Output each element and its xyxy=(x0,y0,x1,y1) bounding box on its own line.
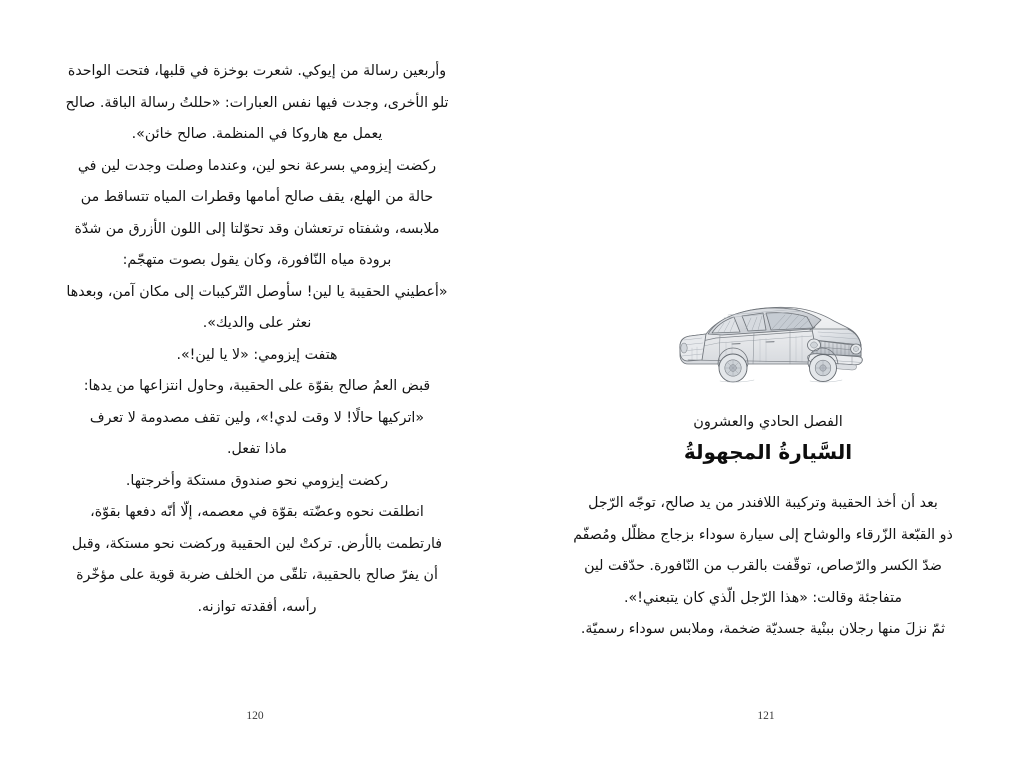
text-line: أن يفرّ صالح بالحقيبة، تلقّى من الخلف ضربة قوية على مؤخّرة xyxy=(76,567,438,583)
text-line: هتفت إيزومي: «لا يا لين!». xyxy=(176,346,338,363)
text-line: ثمّ نزلَ منها رجلان ببنْية جسديّة ضخمة، وملابس سوداء رسميّة. xyxy=(580,621,946,637)
text-line: رأسه، أفقدته توازنه. xyxy=(197,598,317,615)
text-line: حالة من الهلع، يقف صالح أمامها وقطرات المياه تتساقط من xyxy=(80,189,434,205)
text-line: نعثر على والديك». xyxy=(202,315,312,331)
vintage-car-sketch-icon xyxy=(662,288,874,392)
text-line: وأربعين رسالة من إيوكي. شعرت بوخزة في قلبها، فتحت الواحدة xyxy=(67,63,447,79)
chapter-heading xyxy=(512,410,1024,467)
text-line: ركضت إيزومي نحو صندوق مستكة وأخرجتها. xyxy=(125,472,389,489)
text-line: ذو القبّعة الزّرقاء والوشاح إلى سيارة سوداء بزجاج مظلّل ومُصفّم xyxy=(573,526,953,543)
text-line: فارتطمت بالأرض. تركتْ لين الحقيبة وركضت نحو مستكة، وقبل xyxy=(71,535,443,552)
text-line: برودة مياه النّافورة، وكان يقول بصوت متهجّم: xyxy=(122,252,392,268)
text-line: «اتركيها حالًا! لا وقت لدي!»، ولين تقف مصدومة لا تعرف xyxy=(89,409,425,426)
text-line: ضدّ الكسر والرّصاص، توقّفت بالقرب من النّافورة. حدّقت لين xyxy=(584,558,942,574)
text-line: تلو الأخرى، وجدت فيها نفس العبارات: «حللتُ رسالة الباقة. صالح xyxy=(65,94,449,111)
chapter-number: الفصل الحادي والعشرون xyxy=(693,414,843,430)
chapter-title: السَّيارةُ المجهولةُ xyxy=(683,440,853,464)
text-line: متفاجئة وقالت: «هذا الرّجل الّذي كان يتبعني!». xyxy=(624,589,902,606)
text-line: يعمل مع هاروكا في المنظمة. صالح خائن». xyxy=(131,126,383,142)
right-page-text-block xyxy=(36,56,478,623)
left-page-text-block xyxy=(562,488,964,646)
text-line: ركضت إيزومي بسرعة نحو لين، وعندما وصلت وجدت لين في xyxy=(77,157,437,174)
text-line: انطلقت نحوه وعضّته بقوّة في معصمه، إلّا أنّه دفعها بقوّة، xyxy=(90,504,424,520)
text-line: ملابسه، وشفتاه ترتعشان وقد تحوّلتا إلى اللون الأزرق من شدّة xyxy=(74,220,440,237)
text-line: «أعطيني الحقيبة يا لين! سأوصل التّركيبات إلى مكان آمن، وبعدها xyxy=(66,283,448,300)
text-line: ماذا تفعل. xyxy=(227,441,287,457)
page-left xyxy=(512,0,1024,768)
text-line: قبض العمُ صالح بقوّة على الحقيبة، وحاول انتزاعها من يدها: xyxy=(83,378,431,394)
text-line: بعد أن أخذ الحقيبة وتركيبة اللافندر من يد صالح، توجّه الرّجل xyxy=(588,495,938,511)
chapter-illustration xyxy=(512,288,1024,392)
page-number-left: 121 xyxy=(757,710,775,722)
page-number-right: 120 xyxy=(246,710,264,722)
